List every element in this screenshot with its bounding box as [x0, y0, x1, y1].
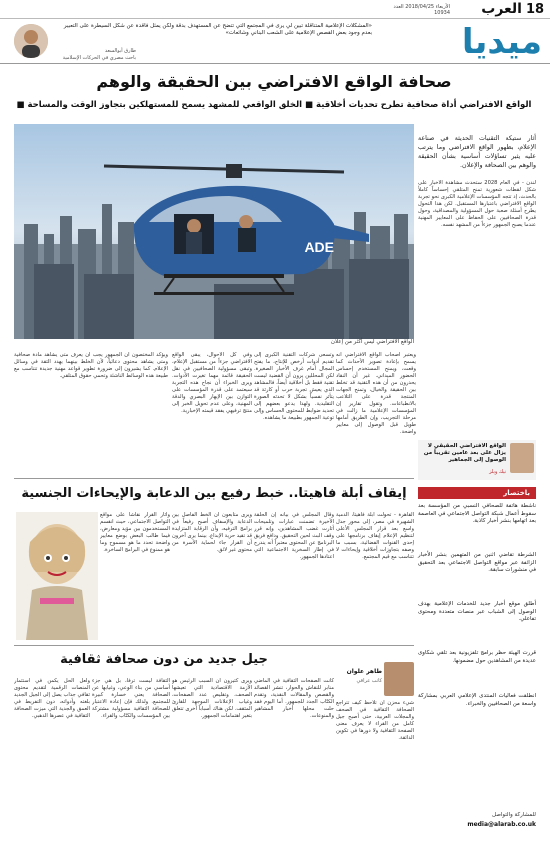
brief-item: الشرطة تقاضي اثنين من المتهمين بنشر الأخبار الزائفة عبر مواقع التواصل الاجتماعي بعد التحقيق في منشورات سابقة. [418, 552, 536, 573]
article-col-5: ويؤكد المختصون أن الجمهور يجب أن يعرف متى يشاهد مادة صحافية ومتى يشاهد محتوى دعائياً، لأن الخلط بينهما يهدد الثقة في وسائل الإعلام. كما يشيرون إلى ضرورة تطوير قواعد مهنية جديدة تتناسب مع طبيعة هذه الوسائط الناشئة وتحمي حقوق المتلقي. [14, 352, 168, 379]
article3-author-title: كاتب عراقي [356, 678, 382, 684]
hero-label: ADE [304, 239, 334, 255]
brief-item: قررت الهيئة حظر برامج تلفزيونية بعد تلقي شكاوى عديدة من المشاهدين حول مضمونها. [418, 650, 536, 664]
section-title: ميديا [461, 22, 542, 62]
article2-headline: إيقاف أبلة فاهيتا.. خبط رفيع بين الدعابة والإيحاءات الجنسية [21, 486, 407, 501]
quote-portrait [510, 443, 534, 473]
briefs-email-label: للمشاركة والتواصل [492, 812, 536, 818]
article3-author-name: طاهر علوان [346, 668, 382, 675]
main-headline: صحافة الواقع الافتراضي بين الحقيقة والوهم [96, 72, 452, 91]
article-intro: أثار ستيكة التقنيات الحديثة في صناعة الإعلام، بظهور الواقع الافتراضي وما يترتب عليه يثير تساؤلات أساسية بشأن الحقيقة والوهم بين الصحافة والإعلان. [418, 135, 536, 169]
brief-item: أطلق موقع أخبار جديد للخدمات الإعلامية بهدف الوصول إلى الشباب عبر منصات متعددة ومحتوى تفاعلي. [418, 601, 536, 622]
article2-col-2: وقال المجلس في بيانه إن الحلقة الأخيرة تضمنت عبارات وتلميحات أثارت غضب المشاهدين، وإنه قرر وقف البث لحين التحقيق. ودافع فريق البرنامج عن المحتوى معتبراً أنه يندرج في إطار السخرية الاجتماعية التي اعتادها الجمهور. [254, 512, 334, 560]
hero-caption: الواقع الافتراضي ليس أكثر من إعلان [330, 339, 414, 345]
quote-text: الواقع الافتراضي الحقيقي لا يزال على بعد عامين تقريباً من الوصول إلى الجماهير [423, 443, 506, 463]
article3-col-1: شيء محزن أن تلاحظ كيف تتراجع الصحافة الثقافية في الصحف والمجلات العربية، حتى أصبح جيل كامل من القراء لا يعرف معنى الصفحة الثقافية ولا دورها في تكوين الذائقة. [336, 700, 414, 741]
article3-col-5: ولعل الحل يكمن في استثمار المنصات الرقمية لتقديم محتوى ثقافي جذاب يصل إلى الجيل الجديد بلغته وأدواته، دون التفريط في العمق والجدية التي ميزت الصحافة الثقافية في عصرها الذهبي. [14, 678, 90, 719]
banner-author-name: طارق أبوالسعد [104, 48, 136, 54]
banner-author-title: باحث مصري في الحركات الإسلامية [62, 55, 136, 61]
article3-col-2: كانت الصفحات الثقافية في الماضي منابر للنقاش والحوار، تنشر القصائد والقصص والمقالات النقدية، وتقدم الكتّاب الجدد للجمهور. أما اليوم فقد حلت محلها أخبار المشاهير والمنوعات. [254, 678, 334, 719]
article2-col-3: ويرى متابعون أن الخط الفاصل بين الدعابة والإسفاف أصبح رفيعاً في برامج الترفيه، وأن الرقابة المتزايدة قد تقيد حرية الإبداع. بينما يرى آخرون أن القرار جاء لحماية الأسرة من محتوى غير لائق. [172, 512, 252, 553]
main-subhead: الواقع الافتراضي أداة صحافية تطرح تحديات أخلاقية ■ الخلق الواقعي للمشهد يسمح للمستهلكين بتجاوز الوقت والمساحة ■ [16, 100, 532, 110]
article-col-1: لندن - في العام 2028 ستحدث مشاهدة الأخبار على شكل لقطات شعورية تمنح المتلقي إحساساً كاملاً بالحدث، إذ تتجه المؤسسات الإعلامية الكبرى نحو تجربة الواقع الافتراضي باعتبارها المستقبل. لكن هذا التحول يطرح أسئلة صعبة حول المسؤولية والمصداقية، وحول قدرة الصحافيين على الحفاظ على المعايير المهنية عندما يصبح الجمهور جزءاً من المشهد نفسه. [418, 180, 536, 228]
article-col-2: ويعتبر أصحاب الواقع الافتراضي أنه يسمح بإعادة تصوير الأحداث كما وقعت، ويمنح المستخدم إحساس الحضور الميداني. غير أن النقاد يحذرون من أن هذه التقنية قد تخلط بين الحقيقة والخيال، وتمنح الجهات المنتجة قدرة على التلاعب بالانطباعات. وتقول تقارير إن المؤسسات الإعلامية ما زالت في مرحلة التجريب، وإن الطريق أمامها طويل قبل الوصول إلى معايير واضحة. [336, 352, 416, 435]
quote-name: نيك ويلز [489, 469, 506, 475]
date-line: الأربعاء 2018/04/25 العدد 10934 [393, 4, 450, 16]
article3-col-3: ويرى كثيرون أن السبب الرئيس هو الأزمة الاقتصادية التي تعيشها الصحف، وتقليص عدد الصفحات، وغياب الإعلانات الموجهة للقارئ المثقف. لكن هناك أسباباً أخرى تتعلق بتغير اهتمامات الجمهور. [172, 678, 252, 719]
page-number: 18 [525, 2, 545, 17]
briefs-email[interactable]: media@alarab.co.uk [467, 821, 536, 828]
briefs-title: باختصار [418, 487, 536, 499]
article2-photo [16, 512, 98, 640]
brief-item: انطلقت فعاليات المنتدى الإعلامي العربي بمشاركة واسعة من الصحافيين والخبراء. [418, 693, 536, 707]
banner-quote: «المشكلات الإعلامية المتناقلة تبين لي يرى في المجتمع التي تتضح عن المستهدف بدقة ولكن يمثل فاقدة عن شكل السيطرة على التعبير بعدم وجود بعض القصص الإعلامية على الشعب البناني وشائعات» [63, 23, 372, 36]
article3-col-4: الثقافة ليست ترفاً، بل هي جزء أساسي من بناء الوعي، وغيابها عن الصحافة يعني خسارة كبيرة للمجتمع. ولذلك فإن إعادة الاعتبار للصحافة الثقافية مسؤولية مشتركة بين المؤسسات والكتّاب والقراء. [92, 678, 170, 719]
section-divider [14, 645, 414, 646]
author-photo [14, 24, 48, 58]
article2-col-4: وأثار القرار نقاشاً على مواقع التواصل الاجتماعي، حيث انقسم المستخدمون بين مؤيد ومعارض، فيما طالب البعض بوضع معايير واضحة تحدد ما هو مسموح وما هو ممنوع في البرامج الساخرة. [100, 512, 170, 553]
quote-box [418, 440, 536, 480]
section-divider [14, 478, 414, 479]
brand-logo: العرب [481, 1, 522, 17]
brief-item: ناشطة هاتفة للصحافي النسبي من المؤسسة بعد سقوط أعمال شبكة التواصل الاجتماعي في العاصمة بعد اتهامها بنشر أخبار كاذبة. [418, 503, 536, 524]
banner-divider [0, 63, 550, 64]
article-col-4: وفي كل الأحوال، يبقى الواقع الافتراضي جزءاً من مستقبل الإعلام، وتبقى مسؤولية الصحافيين في نقل الحقيقة قائمة مهما تغيرت الأدوات. ويرى الخبراء أن نجاح هذه التجربة سيعتمد على قدرة المؤسسات على التوازن بين الإبهار البصري والدقة المهنية، وعلى عدم تحويل الخبر إلى منتج ترفيهي يفقد قيمته الإخبارية. [172, 352, 252, 414]
article2-col-1: القاهرة - تحولت أبلة فاهيتا، الدمية الشهيرة في مصر، إلى محور جدل واسع بعد قرار المجلس الأعلى لتنظيم الإعلام إيقاف برنامجها على إحدى القنوات الفضائية، بسبب ما وصفه بتجاوزات أخلاقية وإيحاءات لا تتناسب مع قيم المجتمع. [336, 512, 414, 560]
article-col-3: وتسعى شركات التقنية الكبرى إلى تقديم أدوات أرخص للإنتاج، ما يفتح المجال أمام غرف الأخبار الصغيرة. لكن المحللين يرون أن القضية ليست تقنية فقط بل أخلاقية أيضاً، فالمشاهد الذي يعيش تجربة حرب أو كارثة قد يتأثر نفسياً بشكل لا تحدثه الصورة التقليدية. ولهذا يدعو بعضهم إلى تحديد ضوابط للمحتوى الحساس وإلى توعية الجمهور بطبيعة ما يشاهده. [254, 352, 334, 421]
article3-headline: جيل جديد من دون صحافة ثقافية [60, 652, 268, 667]
article3-author-photo [384, 662, 414, 696]
hero-photo [14, 124, 414, 339]
